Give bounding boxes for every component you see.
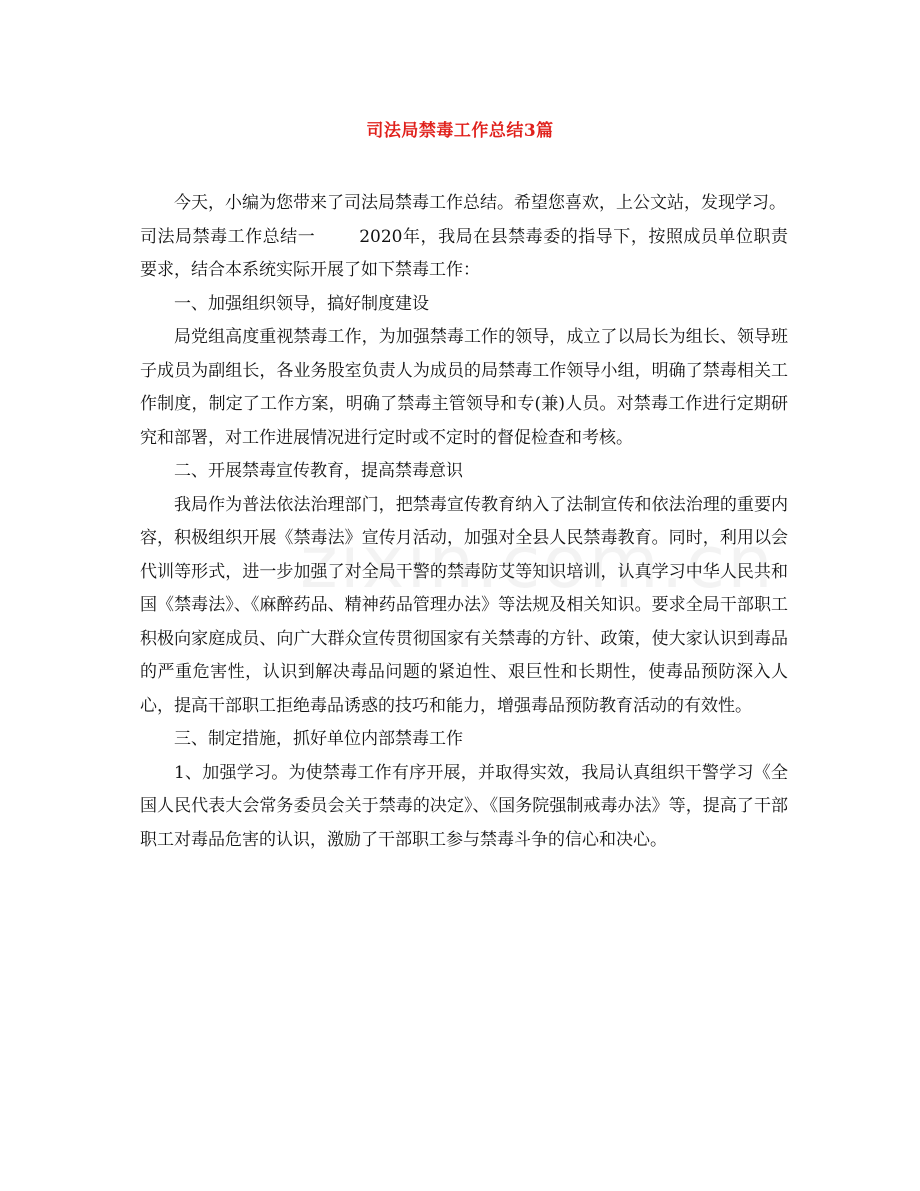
summary-text: 2020年，我局在县禁毒委的指导下，按照成员单位职责要求，结合本系统实际开展了如下禁毒工作：: [140, 226, 789, 280]
section2-body: 我局作为普法依法治理部门，把禁毒宣传教育纳入了法制宣传和依法治理的重要内容，积极组织开展《禁毒法》宣传月活动，加强对全县人民禁毒教育。同时，利用以会代训等形式，进一步加强了对全局干警的禁毒防艾等知识培训，认真学习中华人民共和国《禁毒法》、《麻醉药品、精神药品管理办法》等法规及相关知识。要求全局干部职工积极向家庭成员、向广大群众宣传贯彻国家有关禁毒的方针、政策，使大家认识到毒品的严重危害性，认识到解决毒品问题的紧迫性、艰巨性和长期性，使毒品预防深入人心，提高干部职工拒绝毒品诱惑的技巧和能力，增强毒品预防教育活动的有效性。: [140, 494, 788, 716]
intro-paragraph: 今天，小编为您带来了司法局禁毒工作总结。希望您喜欢，上公文站，发现学习。: [174, 193, 786, 213]
summary-label: 司法局禁毒工作总结一: [140, 226, 316, 247]
document-title: 司法局禁毒工作总结3篇: [366, 121, 554, 141]
summary-paragraph: [140, 221, 788, 288]
section1-heading: 一、加强组织领导，搞好制度建设: [174, 293, 429, 314]
section1-body: 局党组高度重视禁毒工作，为加强禁毒工作的领导，成立了以局长为组长、领导班子成员为副组长，各业务股室负责人为成员的局禁毒工作领导小组，明确了禁毒相关工作制度，制定了工作方案，明确了禁毒主管领导和专(兼)人员。对禁毒工作进行定期研究和部署，对工作进展情况进行定时或不定时的督促检查和考核。: [140, 327, 788, 448]
section3-item1: 1、加强学习。为使禁毒工作有序开展，并取得实效，我局认真组织干警学习《全国人民代表大会常务委员会关于禁毒的决定》、《国务院强制戒毒办法》等，提高了干部职工对毒品危害的认识，激励了干部职工参与禁毒斗争的信心和决心。: [140, 762, 788, 850]
section2-heading: 二、开展禁毒宣传教育，提高禁毒意识: [174, 461, 463, 481]
document-body: [140, 187, 788, 857]
section3-heading: 三、制定措施，抓好单位内部禁毒工作: [174, 729, 463, 749]
